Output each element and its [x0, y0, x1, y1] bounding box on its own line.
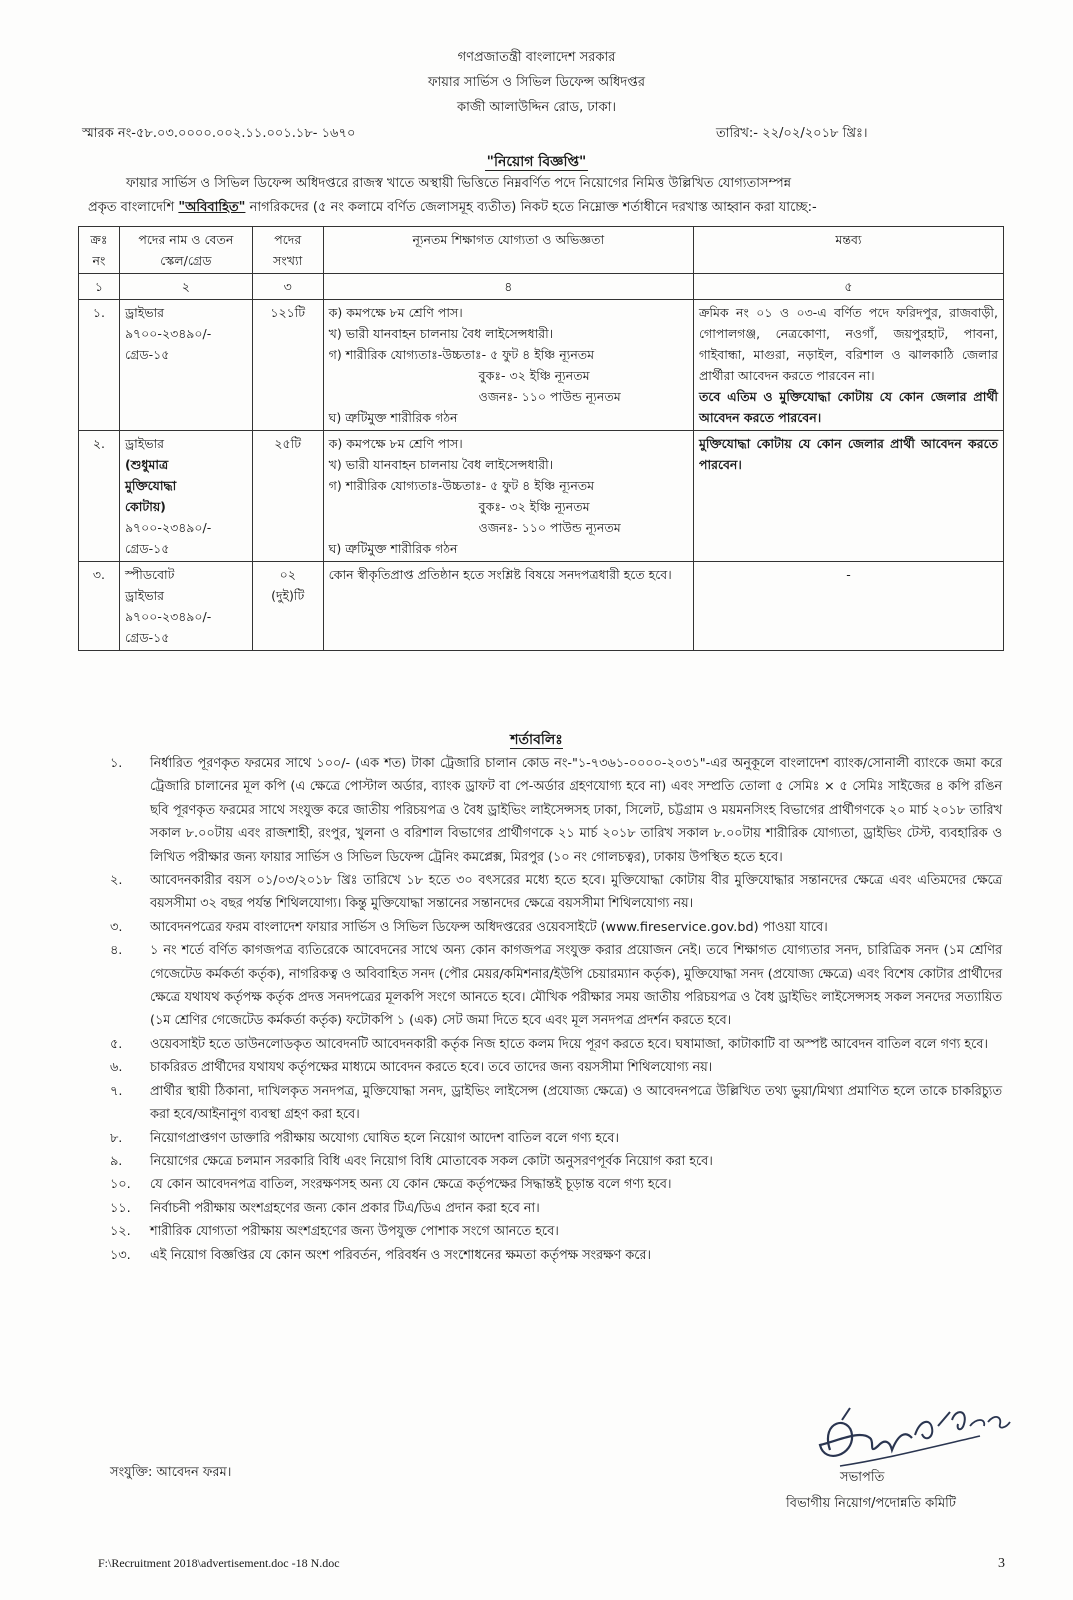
condition-number: ১২. [110, 1224, 131, 1240]
intro-unmarried: "অবিবাহিত" [178, 200, 246, 215]
condition-item [110, 1197, 1002, 1220]
table-row [79, 431, 1004, 562]
condition-number: ১১. [110, 1200, 131, 1216]
post-line: কোটায়) [124, 499, 166, 514]
header-remarks: মন্তব্য [693, 227, 1003, 274]
row-count: ২৫টি [252, 431, 323, 562]
row-qualification: কোন স্বীকৃতিপ্রাপ্ত প্রতিষ্ঠান হতে সংশ্লিষ্ট বিষয়ে সনদপত্রধারী হতে হবে। [323, 562, 693, 651]
col-number: ৫ [693, 274, 1003, 300]
qual-line: ওজনঃ- ১১০ পাউন্ড ন্যূনতম [478, 520, 621, 535]
condition-text: নিয়োগপ্রাপ্তগণ ডাক্তারি পরীক্ষায় অযোগ্য ঘোষিত হলে নিয়োগ আদেশ বাতিল বলে গণ্য হবে। [150, 1130, 619, 1146]
row-remarks: - [693, 562, 1003, 651]
row-post [119, 431, 252, 562]
intro-text-a: প্রকৃত বাংলাদেশি [88, 200, 175, 215]
conditions-title-text: শর্তাবলিঃ [510, 732, 563, 748]
qual-line: ক) কমপক্ষে ৮ম শ্রেণি পাস। [328, 305, 463, 320]
row-post [119, 300, 252, 431]
conditions-title [0, 728, 1073, 752]
post-line: গ্রেড-১৫ [124, 347, 170, 362]
row-serial: ১. [79, 300, 120, 431]
header-qualification: ন্যূনতম শিক্ষাগত যোগ্যতা ও অভিজ্ঞতা [323, 227, 693, 274]
conditions-list [110, 752, 1002, 1267]
condition-text: নির্ধারিত পূরণকৃত ফরমের সাথে ১০০/- (এক শত) টাকা ট্রেজারি চালান কোড নং-"১-৭৩৬১-০০০০-২০৩১"-এর অনুকূলে বাংলাদেশ ব্যাংক/সোনালী ব্যাংকে জমা করে ট্রেজারি চালানের মূল কপি (এ ক্ষেত্রে পোস্টাল অর্ডার, ব্যাংক ড্রাফট বা পে-অর্ডার গ্রহণযোগ্য হবে না) এবং সম্প্রতি তোলা ৫ সেমিঃ × ৫ সেমিঃ সাইজের ৪ কপি রঙিন ছবি পূরণকৃত ফরমের সাথে সংযুক্ত করে জাতীয় পরিচয়পত্র ও বৈধ ড্রাইভিং লাইসেন্সসহ ঢাকা, সিলেট, চট্টগ্রাম ও ময়মনসিংহ বিভাগের প্রার্থীগণকে ২০ মার্চ ২০১৮ তারিখ সকাল ৮.০০টায় এবং রাজশাহী, রংপুর, খুলনা ও বরিশাল বিভাগের প্রার্থীগণকে ২১ মার্চ ২০১৮ তারিখ সকাল ৮.০০টায় শারীরিক যোগ্যতা, ড্রাইভিং টেস্ট, ব্যবহারিক ও লিখিত পরীক্ষার জন্য ফায়ার সার্ভিস ও সিভিল ডিফেন্স ট্রেনিং কমপ্লেক্স, মিরপুর (১০ নং গোলচত্বর), ঢাকায় উপস্থিত হতে হবে। [150, 756, 1002, 865]
signature-scribble [780, 1380, 1050, 1490]
header-post: পদের নাম ও বেতন স্কেল/গ্রেড [119, 227, 252, 274]
condition-item [110, 1220, 1002, 1243]
col-number: ২ [119, 274, 252, 300]
intro-line-2 [88, 196, 1003, 220]
condition-item [110, 1127, 1002, 1150]
condition-item [110, 1244, 1002, 1267]
signatory-committee: বিভাগীয় নিয়োগ/পদোন্নতি কমিটি [786, 1496, 956, 1511]
row-serial: ২. [79, 431, 120, 562]
post-line: (শুধুমাত্র [124, 457, 169, 472]
row-serial: ৩. [79, 562, 120, 651]
table-row [79, 300, 1004, 431]
footer-file-path: F:\Recruitment 2018\advertisement.doc -18 N.doc [98, 1556, 340, 1570]
notice-title-text: "নিয়োগ বিজ্ঞপ্তি" [486, 154, 587, 170]
condition-item [110, 1033, 1002, 1056]
condition-number: ২. [110, 873, 123, 889]
intro-line-1: ফায়ার সার্ভিস ও সিভিল ডিফেন্স অধিদপ্তরে রাজস্ব খাতে অস্থায়ী ভিত্তিতে নিম্নবর্ণিত পদে নিয়োগের নিমিত্ত উল্লিখিত যোগ্যতাসম্পন্ন [126, 176, 792, 191]
qual-line: খ) ভারী যানবাহন চালনায় বৈধ লাইসেন্সধারী। [328, 326, 554, 341]
condition-text: এই নিয়োগ বিজ্ঞপ্তির যে কোন অংশ পরিবর্তন, পরিবর্ধন ও সংশোধনের ক্ষমতা কর্তৃপক্ষ সংরক্ষণ করে। [150, 1247, 651, 1263]
condition-text: ১ নং শর্তে বর্ণিত কাগজপত্র ব্যতিরেকে আবেদনের সাথে অন্য কোন কাগজপত্র সংযুক্ত করার প্রয়োজন নেই। তবে শিক্ষাগত যোগ্যতার সনদ, চারিত্রিক সনদ (১ম শ্রেণির গেজেটেড কর্মকর্তা কর্তৃক), নাগরিকত্ব ও অবিবাহিত সনদ (পৌর মেয়র/কমিশনার/ইউপি চেয়ারম্যান কর্তৃক), মুক্তিযোদ্ধা সনদ (প্রযোজ্য ক্ষেত্রে) এবং বিশেষ কোটার প্রার্থীদের ক্ষেত্রে যথাযথ কর্তৃপক্ষ কর্তৃক প্রদত্ত সনদপত্রের মূলকপি সংগে আনতে হবে। মৌখিক পরীক্ষার সময় জাতীয় পরিচয়পত্র ও বৈধ ড্রাইভিং লাইসেন্সসহ সকল সনদের সত্যায়িত (১ম শ্রেণির গেজেটেড কর্মকর্তা কর্তৃক) ফটোকপি ১ (এক) সেট জমা দিতে হবে এবং মূল সনদপত্র প্রদর্শন করতে হবে। [150, 943, 1002, 1029]
remark-text: মুক্তিযোদ্ধা কোটায় যে কোন জেলার প্রার্থী আবেদন করতে পারবেন। [698, 436, 998, 472]
memo-reference: স্মারক নং-৫৮.০৩.০০০০.০০২.১১.০০১.১৮- ১৬৭০ [82, 126, 356, 141]
signature [780, 1380, 1050, 1490]
condition-number: ৮. [110, 1130, 123, 1146]
header-government: গণপ্রজাতন্ত্রী বাংলাদেশ সরকার [457, 50, 616, 65]
condition-number: ১. [110, 756, 123, 771]
col-number: ৪ [323, 274, 693, 300]
notice-title [0, 150, 1073, 174]
count-line: ০২ [279, 567, 296, 582]
header-count: পদের সংখ্যা [252, 227, 323, 274]
condition-item [110, 916, 1002, 939]
qual-line: বুকঃ- ৩২ ইঞ্চি ন্যূনতম [478, 368, 590, 383]
header-serial: ক্রঃ নং [79, 227, 120, 274]
row-remarks [693, 300, 1003, 431]
count-line: (দুই)টি [271, 588, 305, 603]
posts-table [78, 226, 1004, 651]
qual-line: ক) কমপক্ষে ৮ম শ্রেণি পাস। [328, 436, 463, 451]
condition-number: ৬. [110, 1060, 123, 1076]
condition-item [110, 752, 1002, 869]
row-remarks [693, 431, 1003, 562]
condition-text: যে কোন আবেদনপত্র বাতিল, সংরক্ষণসহ অন্য যে কোন ক্ষেত্রে কর্তৃপক্ষের সিদ্ধান্তই চূড়ান্ত বলে গণ্য হবে। [150, 1177, 672, 1193]
condition-item [110, 869, 1002, 916]
page-number: 3 [998, 1556, 1005, 1571]
qual-line: ঘ) ত্রুটিমুক্ত শারীরিক গঠন [328, 410, 458, 425]
qual-line: গ) শারীরিক যোগ্যতাঃ-উচ্চতাঃ- ৫ ফুট ৪ ইঞ্চি ন্যূনতম [328, 478, 595, 493]
post-line: ৯৭০০-২৩৪৯০/- [124, 609, 212, 624]
post-line: স্পীডবোট [124, 567, 175, 582]
condition-number: ১০. [110, 1177, 131, 1193]
condition-number: ৫. [110, 1036, 123, 1052]
post-line: ড্রাইভার [124, 436, 165, 451]
table-header-row [79, 227, 1004, 274]
condition-text: শারীরিক যোগ্যতা পরীক্ষায় অংশগ্রহণের জন্য উপযুক্ত পোশাক সংগে আনতে হবে। [150, 1224, 559, 1240]
condition-number: ৩. [110, 919, 123, 935]
condition-text: প্রার্থীর স্থায়ী ঠিকানা, দাখিলকৃত সনদপত্র, মুক্তিযোদ্ধা সনদ, ড্রাইভিং লাইসেন্স (প্রযোজ্য ক্ষেত্রে) ও আবেদনপত্রে উল্লিখিত তথ্য ভুয়া/মিথ্যা প্রমাণিত হলে তাকে চাকরিচ্যুত করা হবে/আইনানুগ ব্যবস্থা গ্রহণ করা হবে। [150, 1083, 1002, 1123]
condition-item [110, 1080, 1002, 1127]
post-line: ড্রাইভার [124, 305, 165, 320]
post-line: মুক্তিযোদ্ধা [124, 478, 177, 493]
condition-text: আবেদনপত্রের ফরম বাংলাদেশ ফায়ার সার্ভিস ও সিভিল ডিফেন্স অধিদপ্তরের ওয়েবসাইটে (www.fireservice.gov.bd) পাওয়া যাবে। [150, 919, 828, 935]
header-department: ফায়ার সার্ভিস ও সিভিল ডিফেন্স অধিদপ্তর [428, 75, 645, 90]
row-count [252, 562, 323, 651]
row-post [119, 562, 252, 651]
condition-number: ৯. [110, 1153, 123, 1169]
condition-item [110, 939, 1002, 1033]
column-number-row [79, 274, 1004, 300]
table-row [79, 562, 1004, 651]
signatory-role: সভাপতি [840, 1470, 885, 1485]
condition-number: ১৩. [110, 1247, 131, 1263]
condition-number: ৭. [110, 1083, 123, 1099]
col-number: ১ [79, 274, 120, 300]
condition-text: নিয়োগের ক্ষেত্রে চলমান সরকারি বিধি এবং নিয়োগ বিধি মোতাবেক সকল কোটা অনুসরণপূর্বক নিয়োগ করা হবে। [150, 1153, 713, 1169]
intro-text-c: নাগরিকদের (৫ নং কলামে বর্ণিত জেলাসমূহ ব্যতীত) নিকট হতে নিম্নোক্ত শর্তাধীনে দরখাস্ত আহ্বান করা যাচ্ছে:- [249, 200, 817, 215]
notice-intro [88, 172, 1003, 220]
post-line: ৯৭০০-২৩৪৯০/- [124, 520, 212, 535]
condition-number: ৪. [110, 943, 123, 959]
col-number: ৩ [252, 274, 323, 300]
row-qualification [323, 431, 693, 562]
post-line: গ্রেড-১৫ [124, 630, 170, 645]
condition-item [110, 1150, 1002, 1173]
post-line: ৯৭০০-২৩৪৯০/- [124, 326, 212, 341]
memo-date: তারিখ:- ২২/০২/২০১৮ খ্রিঃ। [716, 126, 868, 141]
post-line: ড্রাইভার [124, 588, 165, 603]
condition-text: ওয়েবসাইট হতে ডাউনলোডকৃত আবেদনটি আবেদনকারী কর্তৃক নিজ হাতে কলম দিয়ে পূরণ করতে হবে। ঘষামাজা, কাটাকাটি বা অস্পষ্ট আবেদন বাতিল বলে গণ্য হবে। [150, 1036, 988, 1052]
remark-text: ক্রমিক নং ০১ ও ০৩-এ বর্ণিত পদে ফরিদপুর, রাজবাড়ী, গোপালগঞ্জ, নেত্রকোণা, নওগাঁ, জয়পুরহাট, পাবনা, গাইবান্ধা, মাগুরা, নড়াইল, বরিশাল ও ঝালকাঠি জেলার প্রার্থীরা আবেদন করতে পারবেন না। [698, 305, 998, 383]
condition-item [110, 1056, 1002, 1079]
qual-line: গ) শারীরিক যোগ্যতাঃ-উচ্চতাঃ- ৫ ফুট ৪ ইঞ্চি ন্যূনতম [328, 347, 595, 362]
qual-line: ঘ) ত্রুটিমুক্ত শারীরিক গঠন [328, 541, 458, 556]
post-line: গ্রেড-১৫ [124, 541, 170, 556]
qual-line: খ) ভারী যানবাহন চালনায় বৈধ লাইসেন্সধারী। [328, 457, 554, 472]
condition-text: আবেদনকারীর বয়স ০১/০৩/২০১৮ খ্রিঃ তারিখে ১৮ হতে ৩০ বৎসরের মধ্যে হতে হবে। মুক্তিযোদ্ধা কোটায় বীর মুক্তিযোদ্ধার সন্তানদের ক্ষেত্রে এবং এতিমদের ক্ষেত্রে বয়সসীমা ৩২ বছর পর্যন্ত শিথিলযোগ্য। কিন্তু মুক্তিযোদ্ধা সন্তানের সন্তানদের ক্ষেত্রে বয়সসীমা শিথিলযোগ্য নয়। [150, 873, 1002, 912]
condition-text: নির্বাচনী পরীক্ষায় অংশগ্রহণের জন্য কোন প্রকার টিএ/ডিএ প্রদান করা হবে না। [150, 1200, 540, 1216]
qual-line: ওজনঃ- ১১০ পাউন্ড ন্যূনতম [478, 389, 621, 404]
attachment-note: সংযুক্তি: আবেদন ফরম। [110, 1465, 232, 1480]
condition-item [110, 1173, 1002, 1196]
condition-text: চাকরিরত প্রার্থীদের যথাযথ কর্তৃপক্ষের মাধ্যমে আবেদন করতে হবে। তবে তাদের জন্য বয়সসীমা শিথিলযোগ্য নয়। [150, 1060, 713, 1076]
row-count: ১২১টি [252, 300, 323, 431]
remark-text: তবে এতিম ও মুক্তিযোদ্ধা কোটায় যে কোন জেলার প্রার্থী আবেদন করতে পারবেন। [698, 389, 998, 425]
qual-line: বুকঃ- ৩২ ইঞ্চি ন্যূনতম [478, 499, 590, 514]
row-qualification [323, 300, 693, 431]
header-address: কাজী আলাউদ্দিন রোড, ঢাকা। [457, 100, 616, 115]
